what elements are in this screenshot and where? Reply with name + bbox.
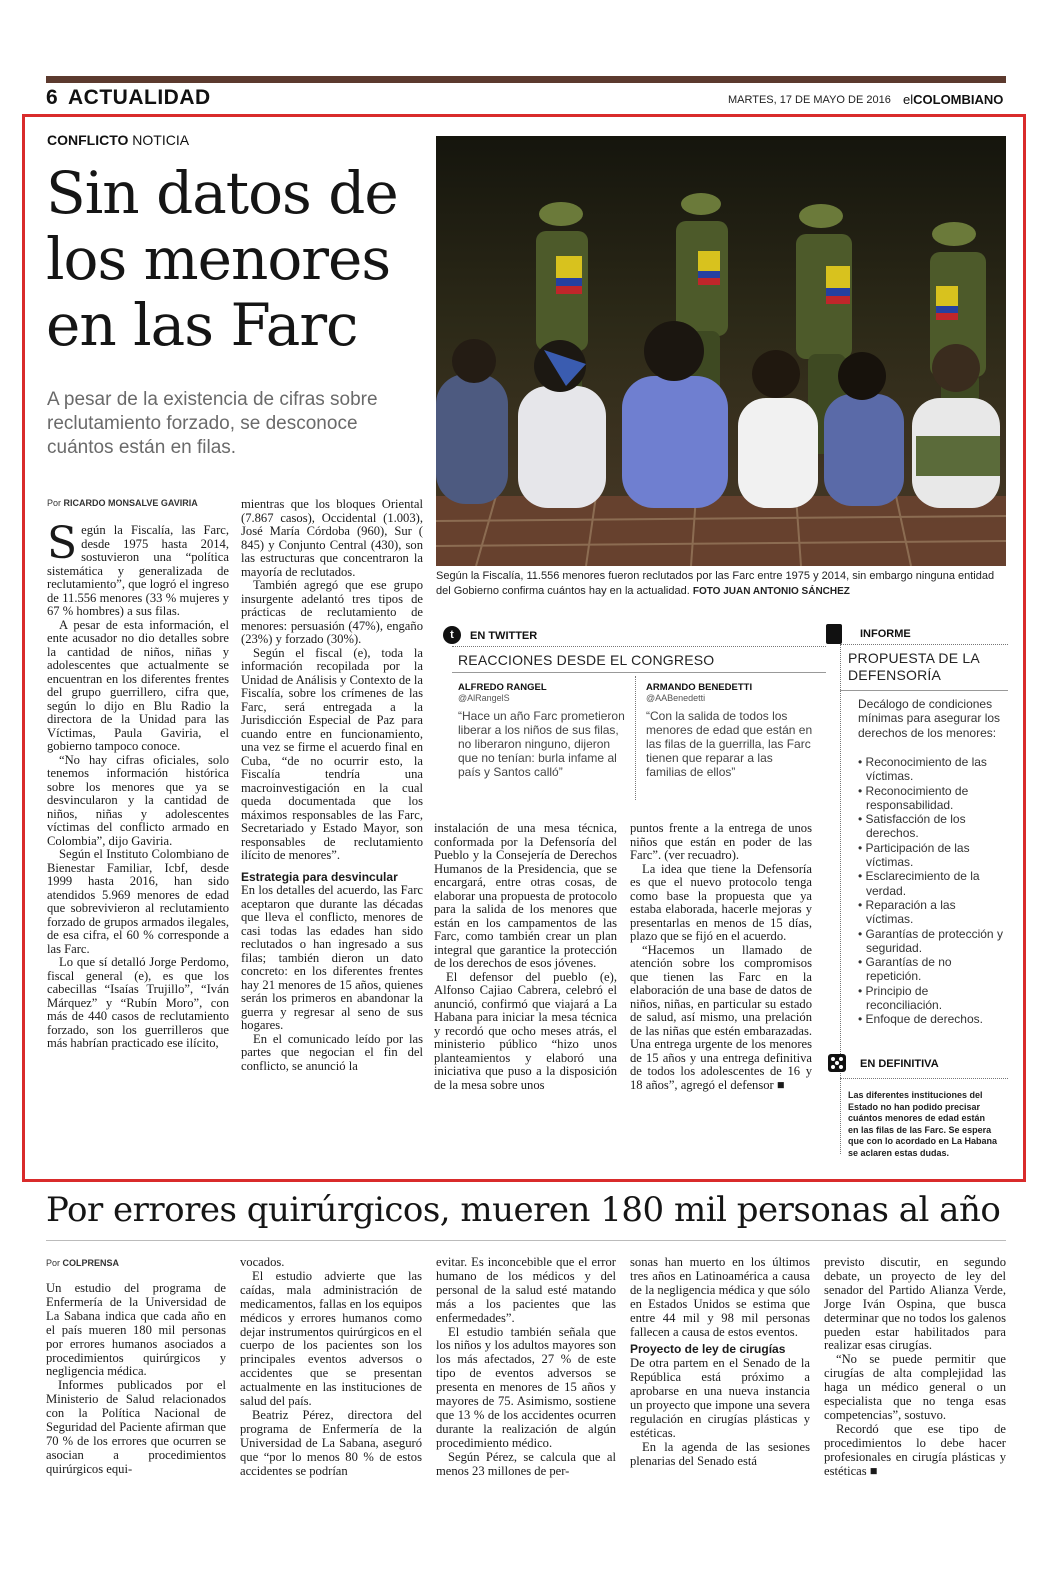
article-paragraph: El estudio también señala que los niños y los adultos mayores son los más afectados, 27 % de este tipo de eventos adversos se presenta en menores de 15 años y mayores de 75. Asimismo, sostiene que 13 % de los accidentes ocurren durante la realización de algún procedimiento médico. — [436, 1324, 616, 1450]
informe-box-divider — [840, 690, 1008, 691]
tweet-text: “Con la salida de todos los menores de edad que están en las filas de la guerrilla, las Farc tienen que reparar a las familias de ellos” — [646, 709, 813, 779]
article-paragraph: El estudio advierte que las caídas, mala administración de medicamentos, fallas en los equipos médicos y errores humanos como dejar instrumentos quirúrgicos en el cuerpo de los pacientes son los principales eventos adversos o accidentes que se presentan actualmente en las instituciones de salud del país. — [240, 1268, 422, 1409]
byline-name: COLPRENSA — [62, 1258, 120, 1268]
article-paragraph: Beatriz Pérez, directora del programa de Enfermería de la Universidad de La Sabana, aseguró que “por lo menos 80 % de estos accidentes se podrían — [240, 1407, 422, 1478]
article-paragraph: vocados. — [240, 1256, 285, 1269]
informe-box-rule — [840, 644, 1008, 645]
article-paragraph: previsto discutir, en segundo debate, un proyecto de ley del senador del Partido Alianza Verde, Jorge Iván Ospina, que busca determinar que no todos los galenos pueden estar habilitados para realizar esas cirugías. — [824, 1256, 1006, 1353]
article-paragraph: Según la Fiscalía, las Farc, desde 1975 hasta 2014, sostuvieron una “política sistemática y generalizada de reclutamiento”, que logró el ingreso de 11.556 menores (33 % mujeres y 67 % hombres) a sus filas. — [47, 524, 229, 618]
informe-item: • Principio de reconciliación. — [858, 983, 943, 1013]
article-paragraph: “Hacemos un llamado de atención sobre los compromisos que tienen las Farc en la elaboración de una base de datos de niños, niñas, en particular su estado de salud, así mismo, una prelación de las niñas que estén embarazadas. Una entrega urgente de los menores de 15 años y una entrega definitiva de todos los adolescentes de 16 y 18 años”, agregó el defensor ■ — [630, 942, 812, 1092]
twitter-box-title: REACCIONES DESDE EL CONGRESO — [458, 652, 715, 668]
second-article-column-4 — [630, 1256, 810, 1502]
informe-box-label: INFORME — [860, 628, 911, 640]
article-photo — [436, 136, 1006, 566]
twitter-box-label: EN TWITTER — [470, 630, 538, 642]
informe-item: • Reparación a las víctimas. — [858, 897, 956, 927]
article-paragraph: Recordó que ese tipo de procedimientos lo debe hacer profesionales en cirugía plásticas y estéticas ■ — [824, 1421, 1006, 1478]
informe-item: • Garantías de protección y seguridad. — [858, 926, 1003, 955]
tweet-card — [458, 682, 626, 779]
article-paragraph: De otra partem en el Senado de la República está próximo a aprobarse en una nueva instancia un proyecto que impone una severa regulación en cirugías plásticas y estéticas. — [630, 1356, 810, 1440]
definitiva-text: Las diferentes instituciones del Estado no han podido precisar cuántos menores de edad están en las filas de las Farc. Se espera que con lo acordado en La Habana se aclaren estas dudas. — [848, 1090, 998, 1158]
photo-illustration — [436, 136, 1006, 566]
article-column-1 — [47, 524, 229, 1158]
informe-box-title: PROPUESTA DE LA DEFENSORÍA — [848, 650, 980, 683]
page-number: 6 — [46, 86, 58, 109]
article-paragraph: En el comunicado leído por las partes que negocian el fin del conflicto, se anunció la — [241, 1031, 423, 1073]
twitter-icon: t — [443, 626, 461, 644]
informe-item: • Reconocimiento de responsabilidad. — [858, 783, 969, 812]
article-paragraph: El defensor del pueblo (e), Alfonso Cajiao Cabrera, celebró el anunció, confirmó que viajará a La Habana para iniciar la mesa técnica y recordó que ocho meses atrás, el ministerio público “hizo unos planteamientos y elaboró una iniciativa que puso a la disposición de la mesa sobre unos — [434, 969, 617, 1092]
second-article-column-1 — [46, 1282, 226, 1502]
byline-prefix: Por — [46, 1258, 61, 1268]
second-article-rule — [46, 1240, 1006, 1241]
photo-caption — [436, 569, 1006, 599]
second-article-headline: Por errores quirúrgicos, mueren 180 mil personas al año — [46, 1190, 1001, 1230]
tweet-author: ARMANDO BENEDETTI — [646, 682, 753, 693]
byline-name: RICARDO MONSALVE GAVIRIA — [63, 498, 198, 508]
brand-name: COLOMBIANO — [913, 92, 1004, 107]
informe-intro: Decálogo de condiciones mínimas para asegurar los derechos de los menores: — [858, 697, 1001, 740]
kicker-type: NOTICIA — [132, 132, 190, 148]
definitiva-box-rule — [840, 1078, 1008, 1079]
article-paragraph: “No hay cifras oficiales, solo tenemos información histórica sobre los menores que ya se desvincularon y la cantidad de niños, niñas y adolescentes víctimas del conflicto armado en Colombia”, dijo Gaviria. — [47, 752, 229, 848]
article-paragraph: evitar. Es inconcebible que el error humano de los médicos y del personal de la salud esté matando más a los pacientes que las enfermedades”. — [436, 1256, 616, 1325]
article-headline: Sin datos de los menores en las Farc — [46, 159, 398, 359]
article-paragraph: Un estudio del programa de Enfermería de la Universidad de La Sabana indica que cada año en el país mueren 180 mil personas por errores humanos asociados a procedimientos quirúrgicos y negligencia médica. — [46, 1282, 226, 1379]
article-paragraph: instalación de una mesa técnica, conformada por la Defensoría del Pueblo y la Consejería de Derechos Humanos de la Presidencia, que se encargará, entre otras cosas, de elaborar una propuesta de protocolo para la salida de los menores que están en los campamentos de las Farc, como también crear un plan integral que garantice la protección de los derechos de esos jóvenes. — [434, 822, 617, 970]
article-paragraph: En los detalles del acuerdo, las Farc aceptaron que durante las décadas que lleva el conflicto, menores de casi todas las edades han sido reclutados o han ingresado a sus filas; también dieron un dato concreto: en los diferentes frentes hay 21 menores de 15 años, quienes serán los primeros en abandonar la guerra y regresar al seno de sus hogares. — [241, 883, 423, 1032]
tweet-text: “Hace un año Farc prometieron liberar a los niños de sus filas, no liberaron ninguno, dijeron que no tenían: burla infame al país y Santos calló” — [458, 709, 625, 779]
second-article-column-5 — [824, 1256, 1006, 1502]
definitiva-box-label: EN DEFINITIVA — [860, 1058, 939, 1070]
document-icon — [826, 624, 842, 644]
twitter-box-divider — [452, 672, 826, 673]
byline-prefix: Por — [47, 498, 62, 508]
photo-credit: FOTO JUAN ANTONIO SÁNCHEZ — [692, 586, 850, 597]
tweet-handle: @AlRangelS — [458, 693, 510, 703]
second-article-byline — [46, 1258, 119, 1268]
article-subhead: Estrategia para desvincular — [241, 869, 398, 884]
tweet-card — [646, 682, 816, 779]
article-paragraph: Según el Instituto Colombiano de Bienestar Familiar, Icbf, desde 1999 hasta 2016, han sido atendidos 5.969 menores de edad que sobrevivieron al reclutamiento forzado de grupos armados ilegales, de esa cifra, el 60 % corresponde a las Farc. — [47, 847, 229, 956]
checklist-icon — [828, 1054, 846, 1072]
article-paragraph: La idea que tiene la Defensoría es que el nuevo protocolo tenga como base la propuesta que ya estaba elaborada, hacerle mejoras y presentarlas en menos de 15 días, plazo que se fijó en el acuerdo. — [630, 861, 812, 943]
article-column-2 — [241, 498, 423, 1158]
article-paragraph: En la agenda de las sesiones plenarias del Senado está — [630, 1439, 810, 1468]
kicker-section: CONFLICTO — [47, 132, 129, 148]
brand-prefix: el — [903, 92, 914, 107]
article-column-3 — [434, 822, 617, 1158]
caption-text: Según la Fiscalía, 11.556 menores fueron reclutados por las Farc entre 1975 y 2014, sin embargo ninguna entidad del Gobierno confirma cuántos hay en la actualidad. — [436, 570, 995, 597]
informe-item: • Reconocimiento de las víctimas. — [858, 755, 987, 784]
header-rule — [46, 76, 1006, 83]
article-paragraph: sonas han muerto en los últimos tres años en Latinoamérica a causa de la negligencia médica y que sólo en Estados Unidos se estima que entre 44 mil y 98 mil personas fallecen a causa de estos eventos. — [630, 1256, 810, 1339]
article-paragraph: También agregó que ese grupo insurgente adelantó tres tipos de prácticas de reclutamiento de menores: persuasión (47%), engaño (23%) y forzado (30%). — [241, 578, 423, 646]
informe-item: • Esclarecimiento de la verdad. — [858, 869, 980, 898]
informe-item: • Enfoque de derechos. — [858, 1012, 983, 1027]
informe-item: • Satisfacción de los derechos. — [858, 812, 966, 841]
article-kicker — [47, 132, 189, 148]
article-paragraph: mientras que los bloques Oriental (7.867 casos), Occidental (1.003), José María Córdoba (960), Sur ( 845) y Conjunto Central (430), son las estructuras que concentraron la mayoría de reclutados. — [241, 498, 423, 579]
issue-date: MARTES, 17 DE MAYO DE 2016 — [728, 94, 891, 106]
article-paragraph: puntos frente a la entrega de unos niños que están en poder de las Farc”. (ver recuadro). — [630, 822, 812, 862]
article-paragraph: A pesar de esta información, el ente acusador no dio detalles sobre la cantidad de niños, niñas y adolescentes que actualmente se encuentran en los diferentes frentes del grupo guerrillero, cifra que, según lo dijo en Blu Radio la directora de la Unidad para las Víctimas, Paula Gaviria, el gobierno tampoco conoce. — [47, 617, 229, 753]
article-paragraph: “No se puede permitir que cirugías de alta complejidad las haga un médico general o un especialista que no tenga esas competencias”, sostuvo. — [824, 1352, 1006, 1422]
article-column-4 — [630, 822, 812, 1158]
article-paragraph: Según el fiscal (e), toda la información recopilada por la Unidad de Análisis y Contexto de la Fiscalía, sobre los crímenes de las Farc, será entregada a la Jurisdicción Especial de Paz para cuando entre en funcionamiento, una vez se firme el acuerdo final en Cuba, “de no ocurrir esto, la Fiscalía tendría una macroinvestigación en la cual queda documentada que los máximos responsables de las Farc, Secretariado y Estado Mayor, son responsables de reclutamiento ilícito de menores”. — [241, 645, 423, 862]
article-paragraph: Según Pérez, se calcula que al menos 23 millones de per- — [436, 1449, 616, 1478]
informe-item: • Participación de las víctimas. — [858, 840, 970, 870]
tweet-author: ALFREDO RANGEL — [458, 682, 547, 693]
article-subhead: Proyecto de ley de cirugías — [630, 1342, 786, 1357]
informe-list — [858, 755, 1006, 1027]
article-deck: A pesar de la existencia de cifras sobre reclutamiento forzado, se desconoce cuántos están en filas. — [47, 389, 378, 458]
article-paragraph: Informes publicados por el Ministerio de Salud relacionados con la Política Nacional de Seguridad del Paciente afirman que 70 % de los errores que ocurren se asocian a procedimientos quirúrgicos equi- — [46, 1378, 226, 1476]
second-article-column-2 — [240, 1256, 422, 1502]
tweet-separator — [635, 676, 636, 800]
tweet-handle: @AABenedetti — [646, 693, 706, 703]
newspaper-brand — [903, 92, 1003, 107]
twitter-box-rule — [452, 646, 826, 647]
second-article-column-3 — [436, 1256, 616, 1502]
informe-item: • Garantías de no repetición. — [858, 955, 952, 984]
article-byline — [47, 498, 198, 508]
drop-cap: S — [47, 524, 78, 569]
article-paragraph: Lo que sí detalló Jorge Perdomo, fiscal general (e), es que los cabecillas “Isaías Trujillo”, “Iván Márquez” y “Rubín Moro”, con más de 440 casos de reclutamiento forzado, son los guerrilleros que más habrían practicado ese ilícito, — [47, 955, 229, 1050]
section-name: ACTUALIDAD — [68, 86, 211, 109]
